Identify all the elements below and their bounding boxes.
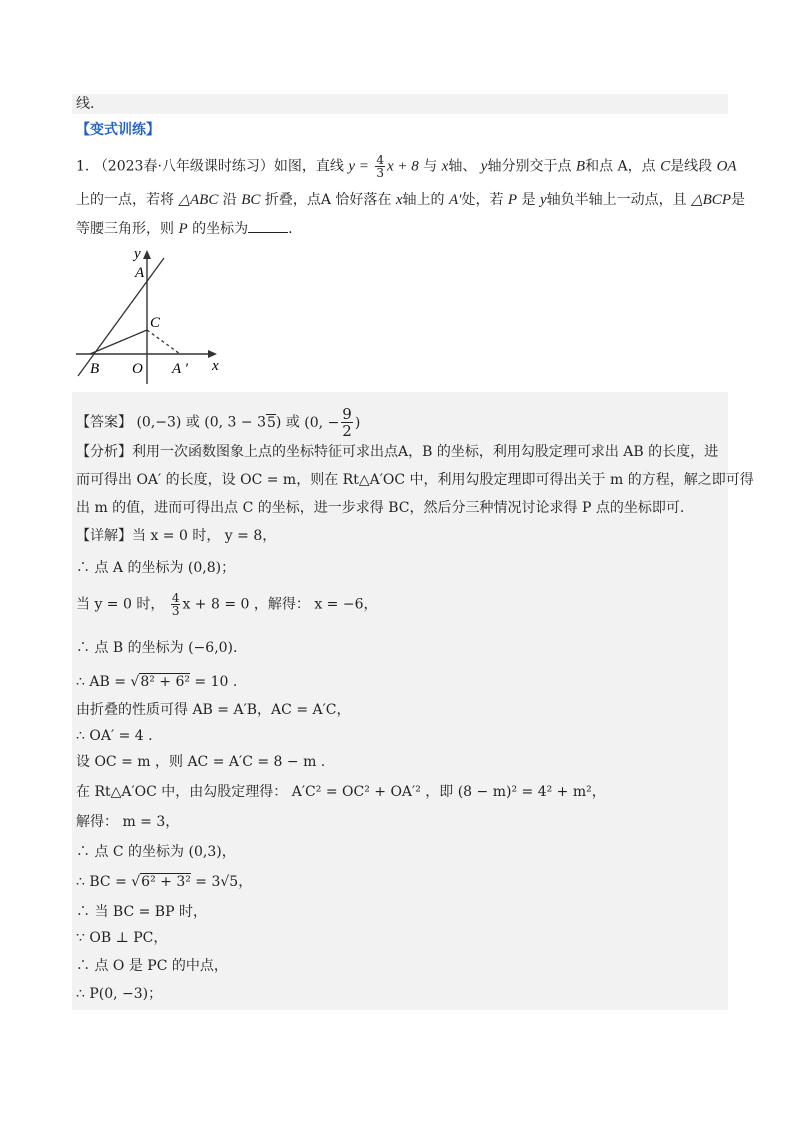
text: 沿	[222, 192, 237, 208]
text: 是	[730, 192, 745, 208]
detail-line-5	[76, 672, 237, 692]
label-x: x	[212, 358, 219, 374]
triangle-bcp: △BCP	[691, 192, 731, 208]
label-b: B	[90, 361, 100, 377]
text: = 10 .	[189, 674, 238, 690]
question-line-2	[76, 190, 745, 210]
label-y: y	[134, 246, 141, 262]
text: ∴ BC = √	[76, 874, 141, 890]
detail-line-10: 解得： m = 3，	[76, 814, 180, 830]
answer-3: (0, − $\frac{9}{2}$ )	[304, 405, 361, 440]
label-c: C	[150, 315, 161, 331]
point-b: B	[575, 158, 586, 175]
var-x: x	[395, 192, 403, 208]
geometry-figure	[72, 244, 232, 384]
detail-tag: 【详解】	[76, 528, 132, 544]
answer-tag: 【答案】	[76, 414, 132, 431]
point-a-prime: A′	[449, 192, 462, 208]
x-axis-arrow	[208, 350, 217, 358]
text: 轴上的	[402, 192, 445, 208]
top-line: 线.	[76, 96, 95, 112]
text: 折叠，点A 恰好落在	[264, 192, 392, 208]
answer-1: (0,−3)	[136, 414, 182, 431]
text: = 3√5，	[190, 874, 253, 890]
text: 当 x = 0 时， y = 8，	[132, 528, 277, 544]
detail-line-2: ∴ 点 A 的坐标为 (0,8)；	[76, 560, 236, 576]
text: x + 8 = 0 ，解得： x = −6，	[182, 596, 378, 613]
text: 利用一次函数图象上点的坐标特征可求出点A，B 的坐标，利用勾股定理可求出 AB 的长度，进	[132, 444, 719, 460]
text: 或	[185, 414, 200, 431]
label-a-prime: A ′	[172, 361, 188, 377]
detail-line-13: ∴ 当 BC = BP 时，	[76, 904, 207, 920]
y-axis-arrow	[143, 250, 151, 259]
segment-ca-prime	[147, 330, 180, 354]
point-p: P	[178, 221, 188, 237]
text: ，点	[627, 158, 656, 175]
analysis-line-1	[76, 442, 718, 462]
slope-fraction: $\frac{4}{3}$	[171, 591, 180, 618]
text: 处，若	[461, 192, 504, 208]
segment-bc: BC	[241, 192, 261, 208]
point-p: P	[507, 192, 518, 208]
detail-line-9: 在 Rt△A′OC 中，由勾股定理得： A′C² = OC² + OA′² ，即 (8 − m)² = 4² + m²，	[76, 784, 606, 800]
text: 等腰三角形，则	[76, 221, 174, 237]
text: .	[288, 221, 293, 237]
analysis-line-2: 而可得出 OA′ 的长度，设 OC = m，则在 Rt△A′OC 中，利用勾股定理即可得出关于 m 的方程，解之即可得	[76, 472, 754, 488]
text: 是线段	[670, 158, 713, 175]
text: 当 y = 0 时，	[76, 596, 165, 613]
triangle-abc: △ABC	[178, 192, 219, 208]
segment-oa: OA	[716, 158, 737, 175]
text: 轴分别交于点	[487, 158, 572, 175]
text: 或	[285, 414, 300, 431]
detail-line-1	[76, 526, 276, 546]
point-a: A	[617, 158, 628, 175]
text: ∴ AB = √	[76, 674, 140, 690]
analysis-tag: 【分析】	[76, 444, 132, 460]
question-line-3	[76, 218, 293, 239]
slope-fraction: $\frac{4}{3}$	[376, 153, 384, 180]
answer-2: (0, 3 − 35)	[204, 414, 282, 431]
answer-line	[76, 406, 360, 439]
text: 和点	[585, 158, 614, 175]
text: 上的一点，若将	[76, 192, 174, 208]
detail-line-7: ∴ OA′ = 4 .	[76, 728, 153, 744]
var-x: x	[441, 158, 449, 175]
question-line-1	[76, 154, 737, 179]
var-y: y	[539, 192, 547, 208]
label-a: A	[135, 265, 145, 281]
question-source: （2023春·八年级课时练习）如图，直线	[93, 158, 344, 175]
detail-line-16: ∴ P(0, −3)；	[76, 986, 163, 1002]
segment-bc-line	[90, 330, 147, 354]
detail-line-8: 设 OC = m ，则 AC = A′C = 8 − m .	[76, 754, 326, 770]
text: 轴负半轴上一动点，且	[546, 192, 687, 208]
point-c: C	[660, 158, 671, 175]
detail-line-6: 由折叠的性质可得 AB = A′B，AC = A′C，	[76, 702, 351, 718]
detail-line-3	[76, 592, 378, 617]
analysis-line-3: 出 m 的值，进而可得出点 C 的坐标，进一步求得 BC，然后分三种情况讨论求得 P 点的坐标即可.	[76, 500, 685, 516]
line-equation-lhs: y =	[348, 158, 369, 175]
detail-line-12	[76, 872, 252, 892]
top-band	[72, 94, 728, 114]
text: 与	[423, 158, 438, 175]
text: 的坐标为	[192, 221, 249, 237]
radicand: 8² + 6²	[140, 674, 190, 690]
detail-line-4: ∴ 点 B 的坐标为 (−6,0).	[76, 640, 238, 656]
radicand: 6² + 3²	[141, 874, 191, 890]
detail-line-11: ∴ 点 C 的坐标为 (0,3)，	[76, 844, 236, 860]
detail-line-15: ∴ 点 O 是 PC 的中点，	[76, 958, 228, 974]
detail-line-14: ∵ OB ⊥ PC，	[76, 930, 168, 946]
text: 是	[521, 192, 536, 208]
label-o: O	[132, 361, 143, 377]
question-number: 1.	[76, 158, 90, 175]
answer-blank	[248, 218, 288, 233]
section-title: 【变式训练】	[76, 122, 160, 138]
text: 轴、	[448, 158, 477, 175]
line-equation-rhs: x + 8	[386, 158, 419, 175]
var-y: y	[480, 158, 488, 175]
